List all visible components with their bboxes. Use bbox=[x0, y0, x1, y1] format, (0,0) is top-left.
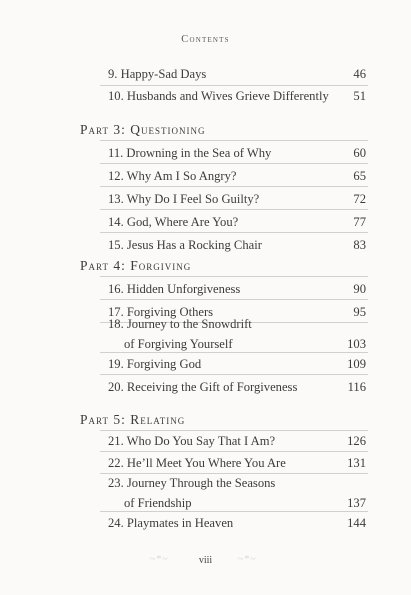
part-heading-3: Part 3: Questioning bbox=[80, 122, 206, 137]
entry-page-number: 103 bbox=[347, 337, 366, 351]
part-heading-4: Part 4: Forgiving bbox=[80, 258, 192, 273]
entry-page-number: 72 bbox=[353, 192, 366, 206]
entry-title: 19. Forgiving God bbox=[108, 357, 202, 371]
decorative-ornament-right: ~*~ bbox=[238, 554, 257, 565]
entry-page-number: 77 bbox=[353, 215, 366, 229]
divider bbox=[100, 299, 368, 300]
divider bbox=[100, 186, 368, 187]
divider bbox=[100, 374, 368, 375]
entry-page-number: 95 bbox=[353, 305, 366, 319]
entry-page-number: 126 bbox=[347, 434, 366, 448]
entry-title: 16. Hidden Unforgiveness bbox=[108, 282, 241, 296]
entry-page-number: 46 bbox=[353, 67, 366, 81]
entry-page-number: 83 bbox=[353, 238, 366, 252]
divider bbox=[100, 511, 368, 512]
entry-page-number: 144 bbox=[347, 516, 366, 530]
divider bbox=[100, 473, 368, 474]
divider bbox=[100, 163, 368, 164]
divider bbox=[100, 140, 368, 141]
divider bbox=[100, 451, 368, 452]
divider bbox=[100, 232, 368, 233]
entry-title: 15. Jesus Has a Rocking Chair bbox=[108, 238, 262, 252]
entry-page-number: 109 bbox=[347, 357, 366, 371]
divider bbox=[100, 209, 368, 210]
entry-title: 13. Why Do I Feel So Guilty? bbox=[108, 192, 260, 206]
divider bbox=[100, 430, 368, 431]
entry-title: 10. Husbands and Wives Grieve Differently bbox=[108, 89, 329, 103]
entry-page-number: 90 bbox=[353, 282, 366, 296]
part-heading-5: Part 5: Relating bbox=[80, 412, 186, 427]
entry-title: 20. Receiving the Gift of Forgiveness bbox=[108, 380, 298, 394]
entry-title: 17. Forgiving Others bbox=[108, 305, 214, 319]
entry-title-continued: of Friendship bbox=[124, 496, 192, 510]
entry-title-continued: of Forgiving Yourself bbox=[124, 337, 233, 351]
entry-page-number: 60 bbox=[353, 146, 366, 160]
entry-title: 23. Journey Through the Seasons bbox=[108, 476, 276, 490]
entry-title: 21. Who Do You Say That I Am? bbox=[108, 434, 276, 448]
entry-title: 11. Drowning in the Sea of Why bbox=[108, 146, 272, 160]
entry-page-number: 65 bbox=[353, 169, 366, 183]
entry-page-number: 116 bbox=[347, 380, 366, 394]
entry-title: 24. Playmates in Heaven bbox=[108, 516, 234, 530]
divider bbox=[100, 276, 368, 277]
entry-title: 22. He’ll Meet You Where You Are bbox=[108, 456, 286, 470]
entry-page-number: 131 bbox=[347, 456, 366, 470]
entry-title: 12. Why Am I So Angry? bbox=[108, 169, 237, 183]
entry-title: 18. Journey to the Snowdrift bbox=[108, 317, 252, 331]
entry-page-number: 137 bbox=[347, 496, 366, 510]
divider bbox=[100, 85, 368, 86]
entry-title: 14. God, Where Are You? bbox=[108, 215, 239, 229]
decorative-ornament-left: ~*~ bbox=[150, 554, 169, 565]
divider bbox=[100, 352, 368, 353]
page-folio: viii bbox=[198, 555, 213, 566]
entry-page-number: 51 bbox=[353, 89, 366, 103]
entry-title: 9. Happy-Sad Days bbox=[108, 67, 207, 81]
running-head: Contents bbox=[181, 34, 230, 45]
